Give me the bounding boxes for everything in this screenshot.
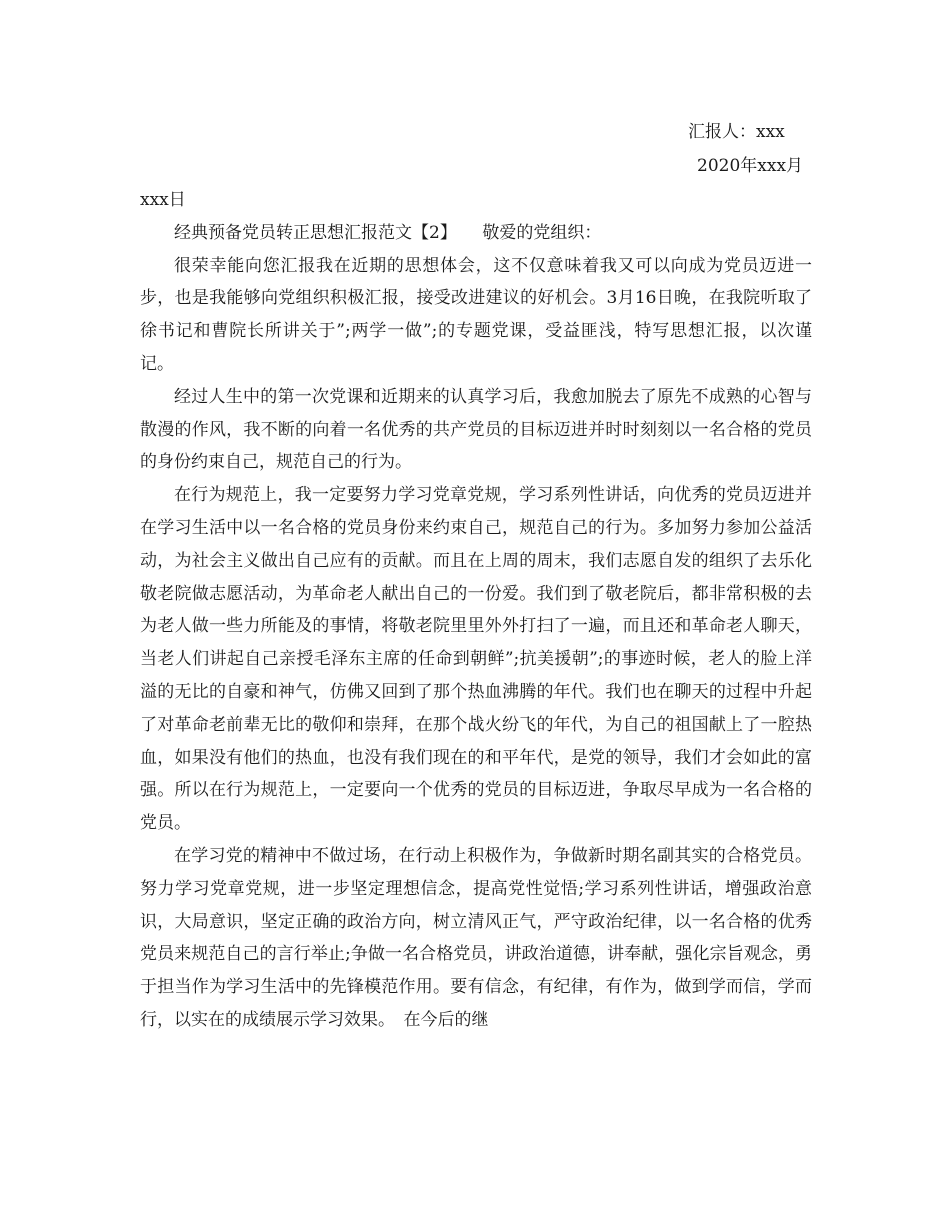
paragraph-study-spirit: 在学习党的精神中不做过场，在行动上积极作为，争做新时期名副其实的合格党员。努力学习党章党规，进一步坚定理想信念，提高党性觉悟;学习系列性讲话，增强政治意识，大局意识，坚定正确的政治方向，树立清风正气，严守政治纪律，以一名合格的优秀党员来规范自己的言行举止;争做一名合格党员，讲政治道德，讲奉献，强化宗旨观念，勇于担当作为学习生活中的先锋模范作用。要有信念，有纪律，有作为，做到学而信，学而行，以实在的成绩展示学习效果。 在今后的继 [140,845,812,1030]
document-body [140,184,812,1037]
document-title-line: 经典预备党员转正思想汇报范文【2】 敬爱的党组织： [174,222,602,243]
paragraph-conduct: 在行为规范上，我一定要努力学习党章党规，学习系列性讲话，向优秀的党员迈进并在学习生活中以一名合格的党员身份来约束自己，规范自己的行为。多加努力参加公益活动，为社会主义做出自己应有的贡献。而且在上周的周末，我们志愿自发的组织了去乐化敬老院做志愿活动，为革命老人献出自己的一份爱。我们到了敬老院后，都非常积极的去为老人做一些力所能及的事情，将敬老院里里外外打扫了一遍，而且还和革命老人聊天，当老人们讲起自己亲授毛泽东主席的任命到朝鲜”;抗美援朝”;的事迹时候，老人的脸上洋溢的无比的自豪和神气，仿佛又回到了那个热血沸腾的年代。我们也在聊天的过程中升起了对革命老前辈无比的敬仰和崇拜，在那个战火纷飞的年代，为自己的祖国献上了一腔热血，如果没有他们的热血，也没有我们现在的和平年代，是党的领导，我们才会如此的富强。所以在行为规范上，一定要向一个优秀的党员的目标迈进，争取尽早成为一名合格的党员。 [140,485,812,834]
paragraph-intro: 很荣幸能向您汇报我在近期的思想体会，这不仅意味着我又可以向成为党员迈进一步，也是我能够向党组织积极汇报，接受改进建议的好机会。3月16日晚，在我院听取了徐书记和曹院长所讲关于”;两学一做”;的专题党课，受益匪浅，特写思想汇报，以次谨记。 [140,255,812,374]
paragraph-first-lesson: 经过人生中的第一次党课和近期来的认真学习后，我愈加脱去了原先不成熟的心智与散漫的作风，我不断的向着一名优秀的共产党员的目标迈进并时时刻刻以一名合格的党员的身份约束自己，规范自己的行为。 [140,386,812,473]
reporter-line: 汇报人：xxx [688,122,785,142]
report-date-line: 2020年xxx月 [697,156,804,176]
date-tail: xxx日 [140,190,186,210]
